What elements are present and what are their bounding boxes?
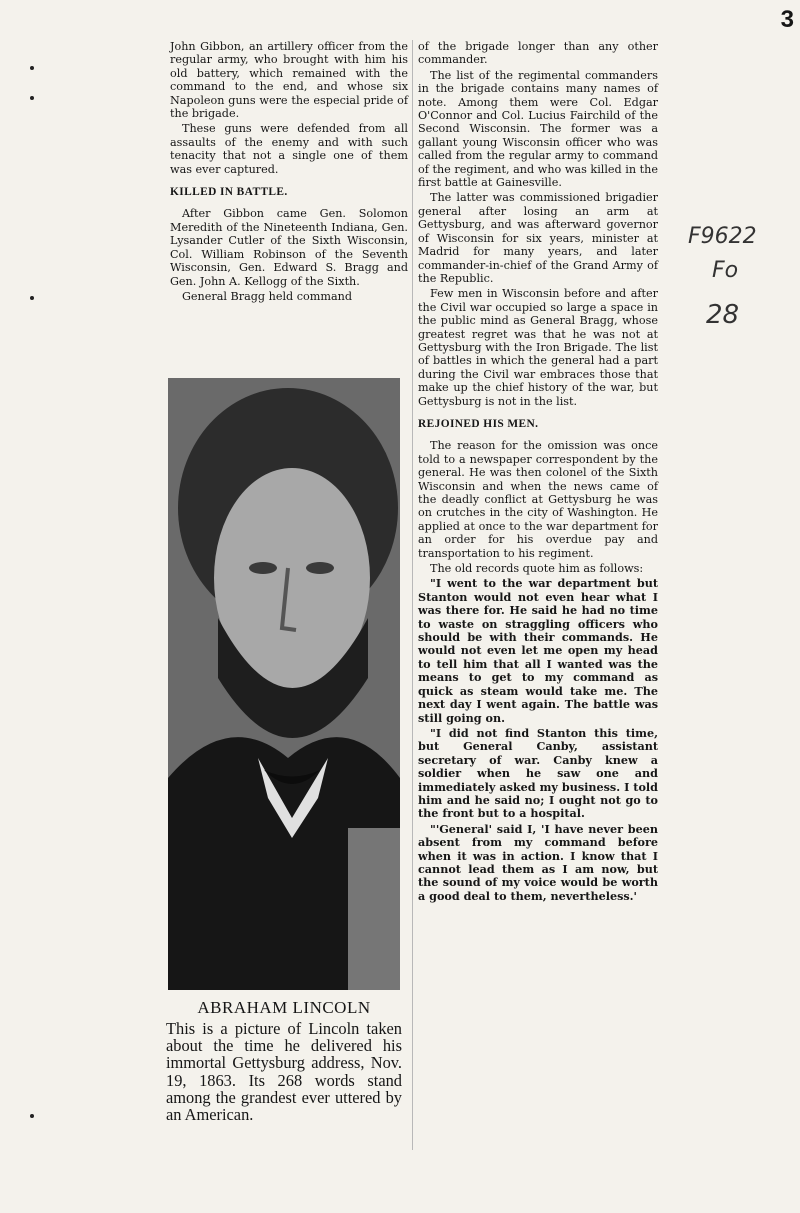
photo-caption-title: ABRAHAM LINCOLN	[197, 998, 371, 1017]
lincoln-portrait-photo	[168, 378, 400, 990]
margin-mark	[30, 296, 34, 300]
article-paragraph: The old records quote him as follows:	[430, 562, 644, 576]
column-rule	[412, 40, 413, 1150]
article-paragraph: After Gibbon came Gen. Solomon Meredith of the Nineteenth Indiana, Gen. Lysander Cutler of the Sixth Wisconsin, Col. William Robinson of the Seventh Wisconsin, Gen. Edward S. Bragg and Gen. John A. Kellogg of the Sixth.	[170, 207, 408, 288]
left-column	[170, 40, 408, 305]
quote-paragraph: "I went to the war department but Stanton would not even hear what I was there for. He said he had no time to waste on straggling officers who should be with their commands. He would not even let me open my head to tell him that all I wanted was the means to get to my command as quick as steam would take me. The next day I went again. The battle was still going on.	[418, 576, 658, 725]
article-paragraph: Few men in Wisconsin before and after the Civil war occupied so large a space in the public mind as General Bragg, whose greatest regret was that he was not at Gettysburg with the Iron Brigade. The list of battles in which the general had a part during the Civil war embraces those that make up the chief history of the war, but Gettysburg is not in the list.	[418, 287, 658, 408]
article-paragraph: The reason for the omission was once told to a newspaper correspondent by the general. He was then colonel of the Sixth Wisconsin and when the news came of the deadly conflict at Gettysburg he was on crutches in the city of Washington. He applied at once to the war department for an order for his overdue pay and transportation to his regiment.	[418, 439, 658, 560]
handwritten-note: F9622	[688, 224, 757, 249]
right-column	[418, 40, 658, 905]
quote-paragraph: "I did not find Stanton this time, but General Canby, assistant secretary of war. Canby knew a soldier when he saw one and immediately asked my business. I told him and he said no; I ought not go to the front but to a hospital.	[418, 725, 658, 821]
margin-mark	[30, 66, 34, 70]
section-heading: REJOINED HIS MEN.	[418, 417, 539, 430]
article-paragraph: The list of the regimental commanders in the brigade contains many names of note. Among them were Col. Edgar O'Connor and Col. Lucius Fairchild of the Second Wisconsin. The former was a gallant young Wisconsin officer who was called from the regular army to command of the regiment, and who was killed in the first battle at Gainesville.	[418, 68, 658, 190]
article-paragraph: These guns were defended from all assaults of the enemy and with such tenacity that not a single one of them was ever captured.	[170, 122, 408, 176]
photo-caption-body: This is a picture of Lincoln taken about the time he delivered his immortal Gettysburg address, Nov. 19, 1863. Its 268 words stand among the grandest ever uttered by an American.	[166, 1019, 402, 1125]
section-heading: KILLED IN BATTLE.	[170, 186, 288, 199]
margin-mark	[30, 96, 34, 100]
article-paragraph: General Bragg held command	[182, 289, 353, 303]
page-number: 3	[780, 6, 794, 33]
article-paragraph: of the brigade longer than any other commander.	[418, 40, 658, 67]
margin-mark	[30, 1114, 34, 1118]
handwritten-note: Fo	[712, 258, 739, 283]
quote-paragraph: "'General' said I, 'I have never been absent from my command before when it was in action. I know that I cannot lead them as I am now, but the sound of my voice would be worth a good deal to them, nevertheless.'	[418, 821, 658, 903]
portrait-image	[168, 378, 400, 990]
handwritten-note: 28	[706, 300, 740, 330]
article-paragraph: John Gibbon, an artillery officer from the regular army, who brought with him his old battery, which remained with the command to the end, and whose six Napoleon guns were the especial pride of the brigade.	[170, 40, 408, 121]
article-paragraph: The latter was commissioned brigadier general after losing an arm at Gettysburg, and was afterward governor of Wisconsin for six years, minister at Madrid for many years, and later commander-in-chief of the Grand Army of the Republic.	[418, 191, 658, 285]
